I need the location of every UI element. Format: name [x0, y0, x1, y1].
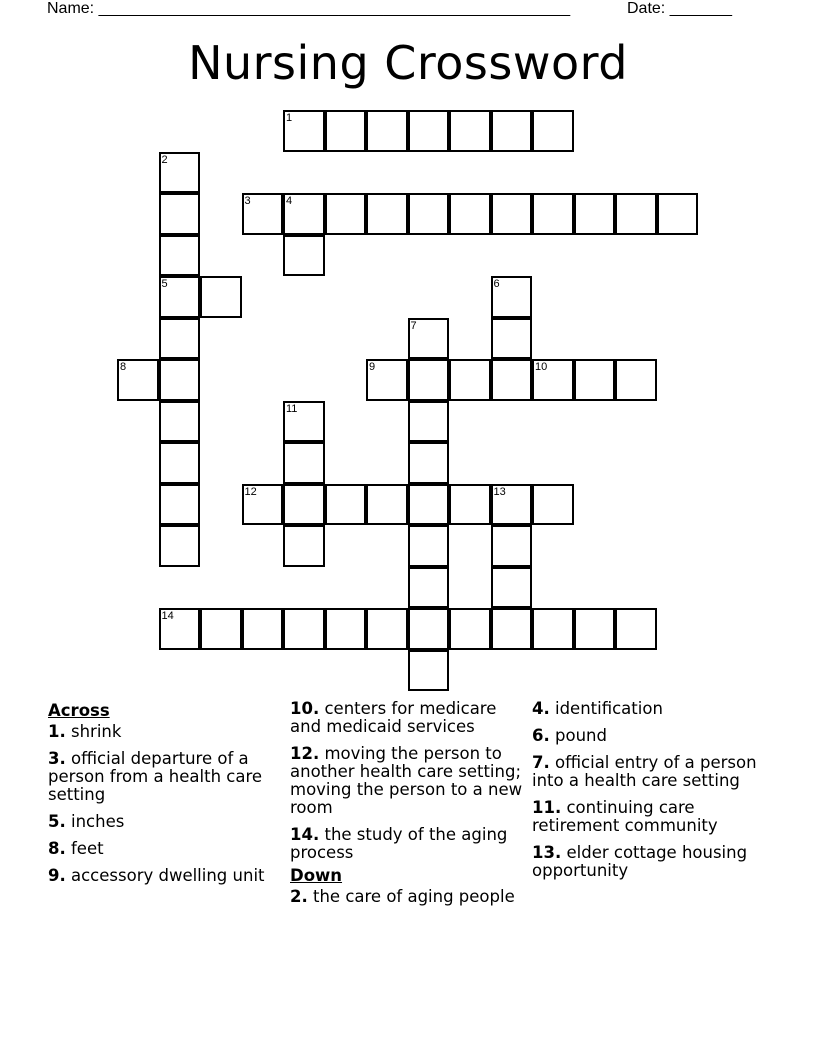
clue-item	[532, 799, 767, 835]
grid-cell[interactable]	[159, 318, 201, 360]
clue-number: 9	[369, 361, 376, 373]
clue-item-text: feet	[65, 839, 104, 858]
grid-cell[interactable]	[449, 359, 491, 401]
clue-number: 12	[244, 485, 257, 498]
grid-cell[interactable]	[242, 608, 284, 650]
clue-item	[532, 700, 767, 718]
clue-item-number: 4.	[532, 699, 550, 718]
grid-cell[interactable]	[366, 110, 408, 152]
grid-cell[interactable]	[408, 484, 450, 526]
grid-cell[interactable]	[325, 193, 367, 235]
grid-cell[interactable]	[325, 484, 367, 526]
clue-number: 2	[161, 153, 168, 166]
grid-cell[interactable]	[449, 484, 491, 526]
grid-cell[interactable]	[325, 110, 367, 152]
clue-item-number: 9.	[48, 866, 66, 885]
grid-cell[interactable]	[615, 608, 657, 650]
grid-cell[interactable]	[491, 318, 533, 360]
grid-cell[interactable]	[532, 359, 574, 401]
grid-cell[interactable]	[283, 442, 325, 484]
clue-item	[290, 826, 525, 862]
grid-cell[interactable]	[615, 193, 657, 235]
date-field[interactable]: Date: _______	[627, 0, 732, 17]
clue-item-text: accessory dwelling unit	[65, 866, 265, 885]
clue-item	[48, 723, 278, 741]
clue-item	[532, 844, 767, 880]
grid-cell[interactable]	[449, 110, 491, 152]
clue-item-number: 2.	[290, 887, 308, 906]
clue-item-number: 1.	[48, 722, 66, 741]
grid-cell[interactable]	[491, 110, 533, 152]
page-title: Nursing Crossword	[188, 36, 628, 90]
clue-item-text: elder cottage housing opportunity	[532, 843, 748, 880]
grid-cell[interactable]	[159, 608, 201, 650]
clue-number: 7	[410, 319, 417, 332]
grid-cell[interactable]	[408, 110, 450, 152]
clue-item-text: identification	[549, 699, 663, 718]
down-clue-list-continued	[532, 700, 767, 880]
clues-column-2	[290, 700, 525, 915]
grid-cell[interactable]	[532, 608, 574, 650]
clue-number: 1	[286, 112, 293, 124]
grid-cell[interactable]	[117, 359, 159, 401]
clue-number: 11	[286, 402, 298, 415]
grid-cell[interactable]	[283, 110, 325, 152]
grid-cell[interactable]	[449, 193, 491, 235]
grid-cell[interactable]	[159, 359, 201, 401]
grid-cell[interactable]	[159, 442, 201, 484]
clue-item	[290, 700, 525, 736]
clue-number: 3	[244, 195, 251, 207]
grid-cell[interactable]	[408, 567, 450, 609]
grid-cell[interactable]	[283, 484, 325, 526]
clue-item-number: 8.	[48, 839, 66, 858]
grid-cell[interactable]	[491, 359, 533, 401]
clue-number: 14	[161, 610, 174, 622]
grid-cell[interactable]	[408, 318, 450, 360]
clue-item-text: the care of aging people	[307, 887, 515, 906]
grid-cell[interactable]	[366, 608, 408, 650]
clue-item-number: 12.	[290, 744, 320, 763]
grid-cell[interactable]	[449, 608, 491, 650]
clue-item	[48, 840, 278, 858]
clue-item-number: 5.	[48, 812, 66, 831]
worksheet-header	[0, 0, 816, 22]
grid-cell[interactable]	[408, 650, 450, 692]
clue-item-number: 3.	[48, 749, 66, 768]
clue-number: 10	[535, 361, 548, 373]
clue-item-text: continuing care retirement community	[532, 798, 718, 835]
clue-number: 8	[120, 361, 127, 373]
clue-item-number: 7.	[532, 753, 550, 772]
grid-cell[interactable]	[532, 484, 574, 526]
clue-item	[290, 745, 525, 817]
clue-item	[48, 867, 278, 885]
clue-number: 5	[161, 278, 168, 290]
clue-item	[48, 750, 278, 804]
clue-item-text: shrink	[65, 722, 122, 741]
clue-item-number: 13.	[532, 843, 562, 862]
grid-cell[interactable]	[366, 484, 408, 526]
grid-cell[interactable]	[159, 235, 201, 277]
grid-cell[interactable]	[159, 152, 201, 194]
grid-cell[interactable]	[408, 359, 450, 401]
clue-item	[532, 727, 767, 745]
clue-item-text: the study of the aging process	[290, 825, 508, 862]
grid-cell[interactable]	[159, 401, 201, 443]
grid-cell[interactable]	[491, 567, 533, 609]
grid-cell[interactable]	[159, 193, 201, 235]
clue-item-text: official departure of a person from a health care setting	[48, 749, 263, 804]
clue-number: 6	[493, 278, 500, 290]
grid-cell[interactable]	[491, 608, 533, 650]
grid-cell[interactable]	[408, 193, 450, 235]
clue-item-text: inches	[65, 812, 125, 831]
clue-item-number: 10.	[290, 699, 320, 718]
grid-cell[interactable]	[325, 608, 367, 650]
grid-cell[interactable]	[615, 359, 657, 401]
grid-cell[interactable]	[283, 235, 325, 277]
grid-cell[interactable]	[283, 193, 325, 235]
grid-cell[interactable]	[283, 608, 325, 650]
across-clue-list	[48, 723, 278, 885]
clues-column-1	[48, 700, 278, 894]
grid-cell[interactable]	[574, 608, 616, 650]
clue-item-text: official entry of a person into a health care setting	[532, 753, 757, 790]
clue-item	[532, 754, 767, 790]
clue-item-number: 6.	[532, 726, 550, 745]
across-heading: Across	[48, 701, 110, 720]
grid-cell[interactable]	[366, 193, 408, 235]
down-heading: Down	[290, 866, 343, 885]
grid-cell[interactable]	[159, 525, 201, 567]
grid-cell[interactable]	[200, 276, 242, 318]
grid-cell[interactable]	[200, 608, 242, 650]
grid-cell[interactable]	[408, 401, 450, 443]
clue-item-text: moving the person to another health care setting; moving the person to a new room	[290, 744, 523, 817]
grid-cell[interactable]	[574, 193, 616, 235]
clue-number: 13	[493, 485, 506, 498]
grid-cell[interactable]	[532, 110, 574, 152]
clue-item	[290, 888, 525, 906]
grid-cell[interactable]	[408, 525, 450, 567]
name-field[interactable]: Name: _____________________________________________________	[47, 0, 571, 17]
grid-cell[interactable]	[657, 193, 699, 235]
grid-cell[interactable]	[574, 359, 616, 401]
down-clue-list	[290, 888, 525, 906]
grid-cell[interactable]	[283, 525, 325, 567]
grid-cell[interactable]	[242, 484, 284, 526]
clue-item-number: 11.	[532, 798, 562, 817]
clues-column-3	[532, 700, 767, 889]
grid-cell[interactable]	[242, 193, 284, 235]
clue-item	[48, 813, 278, 831]
grid-cell[interactable]	[491, 276, 533, 318]
grid-cell[interactable]	[159, 484, 201, 526]
clue-item-number: 14.	[290, 825, 320, 844]
grid-cell[interactable]	[491, 193, 533, 235]
grid-cell[interactable]	[491, 525, 533, 567]
grid-cell[interactable]	[283, 401, 325, 443]
grid-cell[interactable]	[408, 442, 450, 484]
grid-cell[interactable]	[491, 484, 533, 526]
clue-item-text: centers for medicare and medicaid services	[290, 699, 497, 736]
clue-item-text: pound	[549, 726, 607, 745]
grid-cell[interactable]	[532, 193, 574, 235]
across-clue-list-continued	[290, 700, 525, 862]
grid-cell[interactable]	[408, 608, 450, 650]
clue-number: 4	[286, 195, 293, 207]
grid-cell[interactable]	[159, 276, 201, 318]
grid-cell[interactable]	[366, 359, 408, 401]
